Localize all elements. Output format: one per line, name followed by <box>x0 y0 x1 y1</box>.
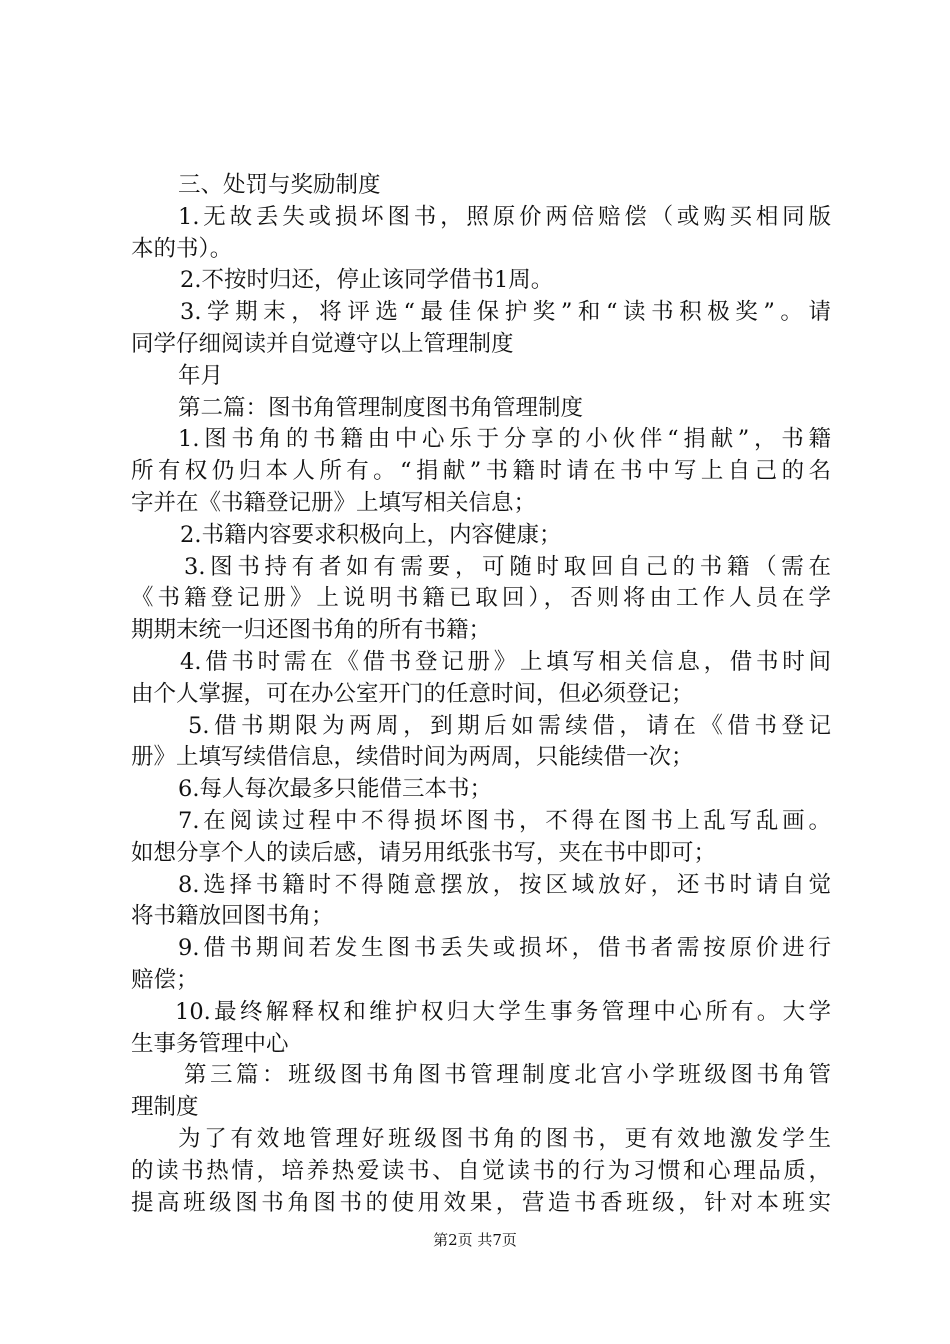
section-heading: 三、处罚与奖励制度 <box>178 172 381 198</box>
paragraph-line: 3.学期末，将评选“最佳保护奖”和“读书积极奖”。请 <box>180 299 831 326</box>
paragraph-line: 9.借书期间若发生图书丢失或损坏，借书者需按原价进行 <box>178 935 831 962</box>
paragraph-line: 为了有效地管理好班级图书角的图书，更有效地激发学生 <box>178 1125 831 1152</box>
paragraph-line: 4.借书时需在《借书登记册》上填写相关信息，借书时间 <box>180 648 831 675</box>
paragraph-line: 1.无故丢失或损坏图书，照原价两倍赔偿（或购买相同版 <box>178 203 831 230</box>
paragraph-line: 8.选择书籍时不得随意摆放，按区域放好，还书时请自觉 <box>178 871 831 898</box>
paragraph-line: 提高班级图书角图书的使用效果，营造书香班级，针对本班实 <box>131 1189 831 1216</box>
paragraph-line: 2.不按时归还，停止该同学借书1周。 <box>180 267 554 294</box>
section-heading: 第三篇：班级图书角图书管理制度北宫小学班级图书角管 <box>184 1062 831 1089</box>
paragraph-line: 将书籍放回图书角； <box>131 903 334 930</box>
paragraph-line: 《书籍登记册》上说明书籍已取回），否则将由工作人员在学 <box>131 585 831 612</box>
paragraph-line: 如想分享个人的读后感，请另用纸张书写，夹在书中即可； <box>131 839 717 866</box>
paragraph-line: 字并在《书籍登记册》上填写相关信息； <box>131 489 537 516</box>
paragraph-line: 1.图书角的书籍由中心乐于分享的小伙伴“捐献”，书籍 <box>178 426 831 453</box>
paragraph-line: 5.借书期限为两周，到期后如需续借，请在《借书登记 <box>188 712 831 739</box>
paragraph-line: 的读书热情，培养热爱读书、自觉读书的行为习惯和心理品质， <box>131 1157 831 1184</box>
paragraph-line: 册》上填写续借信息，续借时间为两周，只能续借一次； <box>131 744 694 771</box>
paragraph-line: 所有权仍归本人所有。“捐献”书籍时请在书中写上自己的名 <box>131 458 831 485</box>
section-heading: 理制度 <box>131 1094 199 1121</box>
paragraph-line: 10.最终解释权和维护权归大学生事务管理中心所有。大学 <box>175 998 831 1025</box>
paragraph-line: 同学仔细阅读并自觉遵守以上管理制度 <box>131 330 514 357</box>
paragraph-line: 本的书）。 <box>131 235 233 262</box>
paragraph-line: 6.每人每次最多只能借三本书； <box>178 776 492 803</box>
section-heading: 第二篇：图书角管理制度图书角管理制度 <box>178 394 584 421</box>
paragraph-line: 赔偿； <box>131 966 199 993</box>
paragraph-line: 由个人掌握，可在办公室开门的任意时间，但必须登记； <box>131 680 694 707</box>
paragraph-line: 2.书籍内容要求积极向上，内容健康； <box>180 521 562 548</box>
paragraph-line: 期期末统一归还图书角的所有书籍； <box>131 617 492 644</box>
page-footer: 第2页 共7页 <box>433 1231 517 1249</box>
paragraph-line: 7.在阅读过程中不得损坏图书，不得在图书上乱写乱画。 <box>178 807 831 834</box>
paragraph-line: 生事务管理中心 <box>131 1030 289 1057</box>
date-line: 年月 <box>178 362 224 389</box>
document-body <box>131 170 831 1219</box>
paragraph-line: 3.图书持有者如有需要，可随时取回自己的书籍（需在 <box>184 553 831 580</box>
